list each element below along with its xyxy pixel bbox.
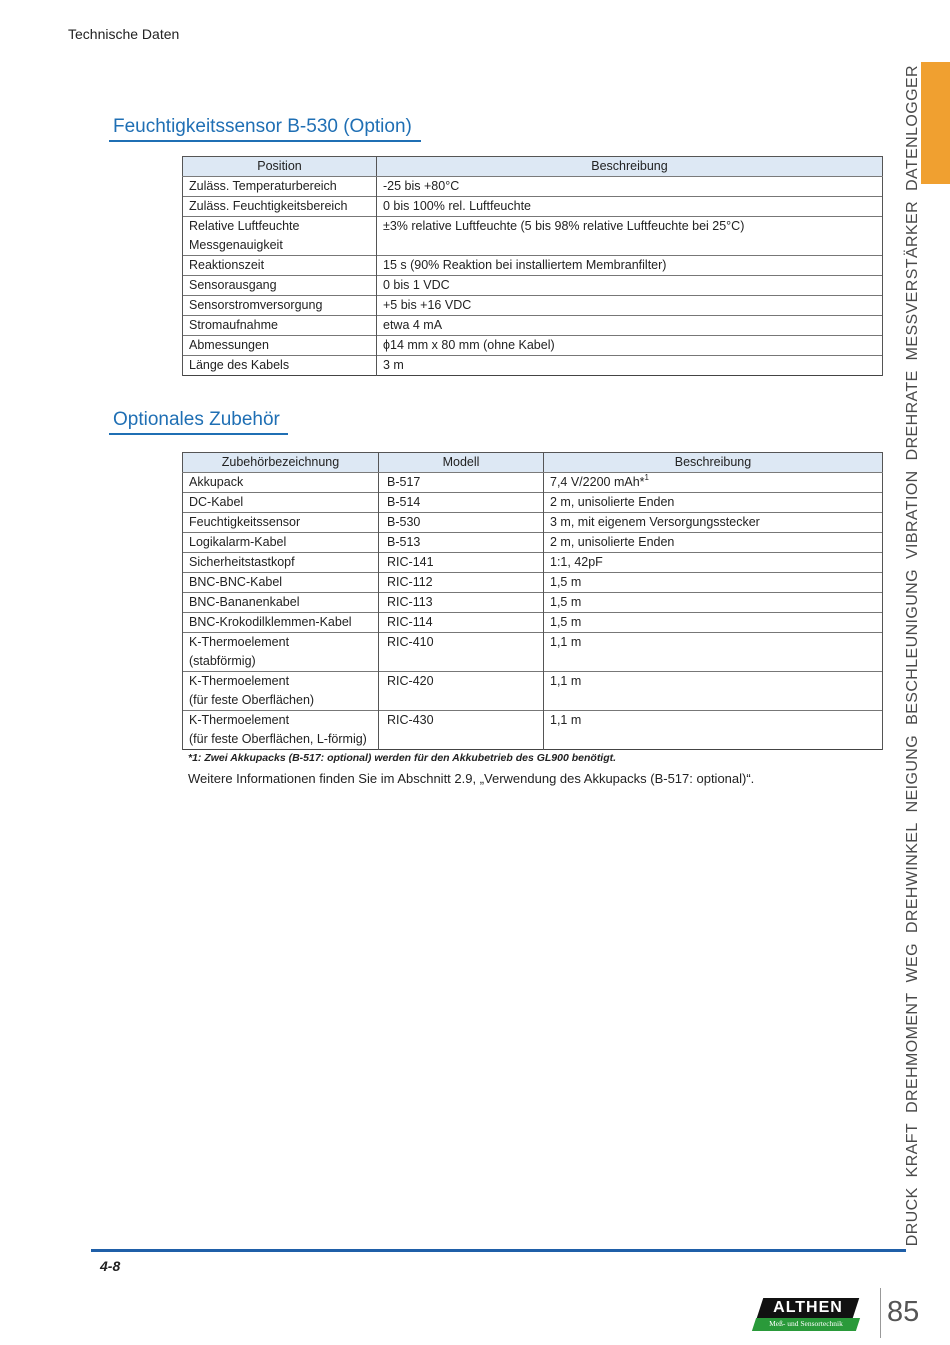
- cell-description: 1,1 m: [544, 711, 883, 750]
- table-row: [183, 296, 883, 316]
- sidebar-item-messverstaerker[interactable]: MESSVERSTÄRKER: [904, 200, 921, 361]
- cell-position: Zuläss. Temperaturbereich: [183, 177, 377, 197]
- sidebar-item-drehrate[interactable]: DREHRATE: [904, 370, 921, 461]
- sidebar-item-druck[interactable]: DRUCK: [904, 1187, 921, 1247]
- table-row: [183, 672, 883, 711]
- table-row: [183, 711, 883, 750]
- sidebar-active-tab-marker: [921, 62, 950, 184]
- table-row: [183, 316, 883, 336]
- sidebar-item-weg[interactable]: WEG: [904, 943, 921, 983]
- sidebar-item-drehmoment[interactable]: DREHMOMENT: [904, 992, 921, 1113]
- cell-description: 1,5 m: [544, 593, 883, 613]
- table-row: [183, 493, 883, 513]
- cell-position: Stromaufnahme: [183, 316, 377, 336]
- cell-description: 1,5 m: [544, 573, 883, 593]
- cell-position: Reaktionszeit: [183, 256, 377, 276]
- cell-description: 2 m, unisolierte Enden: [544, 533, 883, 553]
- cell-description: 3 m, mit eigenem Versorgungsstecker: [544, 513, 883, 533]
- cell-line: (für feste Oberflächen): [189, 693, 315, 707]
- cell-name: [183, 633, 379, 672]
- sidebar-item-datenlogger[interactable]: DATENLOGGER: [904, 65, 921, 191]
- table-row: [183, 513, 883, 533]
- section-page-label: 4-8: [100, 1258, 121, 1274]
- logo-wordmark: ALTHEN: [773, 1299, 843, 1316]
- cell-model: RIC-141: [379, 553, 544, 573]
- sidebar-item-kraft[interactable]: KRAFT: [904, 1122, 921, 1178]
- cell-line: K-Thermoelement: [189, 674, 290, 688]
- table-row: [183, 256, 883, 276]
- table-row: [183, 633, 883, 672]
- cell-name: DC-Kabel: [183, 493, 379, 513]
- cell-description: etwa 4 mA: [377, 316, 883, 336]
- logo-tagline: Meß- und Sensortechnik: [769, 1319, 843, 1328]
- cell-description: 1:1, 42pF: [544, 553, 883, 573]
- sidebar-item-vibration[interactable]: VIBRATION: [904, 470, 921, 560]
- cell-description: -25 bis +80°C: [377, 177, 883, 197]
- column-header-accessory-name: Zubehörbezeichnung: [183, 453, 379, 473]
- cell-line: (für feste Oberflächen, L-förmig): [189, 732, 367, 746]
- table-row: [183, 533, 883, 553]
- table-row: [183, 473, 883, 493]
- table-row: [183, 336, 883, 356]
- section-title-accessories: Optionales Zubehör: [109, 409, 288, 435]
- cell-description: ±3% relative Luftfeuchte (5 bis 98% relative Luftfeuchte bei 25°C): [377, 217, 883, 256]
- humidity-sensor-spec-table: [182, 156, 883, 376]
- cell-model: RIC-113: [379, 593, 544, 613]
- page-number: 85: [887, 1296, 920, 1328]
- cell-description: 1,5 m: [544, 613, 883, 633]
- cell-model: B-514: [379, 493, 544, 513]
- table-row: [183, 573, 883, 593]
- column-header-position: Position: [183, 157, 377, 177]
- cell-name: [183, 672, 379, 711]
- cell-position: Abmessungen: [183, 336, 377, 356]
- table-row: [183, 613, 883, 633]
- cell-name: BNC-BNC-Kabel: [183, 573, 379, 593]
- cell-description: 1,1 m: [544, 672, 883, 711]
- cell-description: [544, 473, 883, 493]
- cell-model: RIC-430: [379, 711, 544, 750]
- cell-line: Messgenauigkeit: [189, 238, 283, 252]
- cell-name: Akkupack: [183, 473, 379, 493]
- cell-description: 2 m, unisolierte Enden: [544, 493, 883, 513]
- info-text: Weitere Informationen finden Sie im Abschnitt 2.9, „Verwendung des Akkupacks (B-517: optional)“.: [188, 771, 755, 786]
- cell-name: BNC-Krokodilklemmen-Kabel: [183, 613, 379, 633]
- cell-line: (stabförmig): [189, 654, 256, 668]
- cell-description: 1,1 m: [544, 633, 883, 672]
- table-row: [183, 593, 883, 613]
- sidebar-item-beschleunigung[interactable]: BESCHLEUNIGUNG: [904, 569, 921, 725]
- cell-position: Sensorstromversorgung: [183, 296, 377, 316]
- column-header-description: Beschreibung: [377, 157, 883, 177]
- cell-model: B-530: [379, 513, 544, 533]
- cell-name: BNC-Bananenkabel: [183, 593, 379, 613]
- cell-description: 0 bis 1 VDC: [377, 276, 883, 296]
- cell-model: B-517: [379, 473, 544, 493]
- cell-description: +5 bis +16 VDC: [377, 296, 883, 316]
- cell-description: 15 s (90% Reaktion bei installiertem Membranfilter): [377, 256, 883, 276]
- cell-name: Sicherheitstastkopf: [183, 553, 379, 573]
- footer-rule: [91, 1249, 906, 1252]
- sidebar-item-drehwinkel[interactable]: DREHWINKEL: [904, 822, 921, 934]
- footer-divider: [880, 1288, 881, 1338]
- table-row: [183, 356, 883, 376]
- table-row: [183, 197, 883, 217]
- cell-position: [183, 217, 377, 256]
- cell-description: 3 m: [377, 356, 883, 376]
- cell-model: RIC-114: [379, 613, 544, 633]
- table-row: [183, 177, 883, 197]
- cell-model: B-513: [379, 533, 544, 553]
- cell-description-text: 7,4 V/2200 mAh*: [550, 475, 645, 489]
- accessories-table: [182, 452, 883, 750]
- cell-model: RIC-112: [379, 573, 544, 593]
- footnote: *1: Zwei Akkupacks (B-517: optional) werden für den Akkubetrieb des GL900 benötigt.: [188, 752, 617, 764]
- cell-position: Länge des Kabels: [183, 356, 377, 376]
- althen-logo: [752, 1298, 864, 1334]
- category-sidebar: [904, 62, 922, 1247]
- running-header: Technische Daten: [68, 26, 180, 42]
- column-header-model: Modell: [379, 453, 544, 473]
- table-row: [183, 276, 883, 296]
- cell-description: ϕ14 mm x 80 mm (ohne Kabel): [377, 336, 883, 356]
- cell-position: Zuläss. Feuchtigkeitsbereich: [183, 197, 377, 217]
- sidebar-item-neigung[interactable]: NEIGUNG: [904, 734, 921, 813]
- column-header-description: Beschreibung: [544, 453, 883, 473]
- cell-position: Sensorausgang: [183, 276, 377, 296]
- cell-name: Feuchtigkeitssensor: [183, 513, 379, 533]
- table-row: [183, 553, 883, 573]
- section-title-humidity-sensor: Feuchtigkeitssensor B-530 (Option): [109, 116, 421, 142]
- cell-line: K-Thermoelement: [189, 635, 290, 649]
- cell-name: Logikalarm-Kabel: [183, 533, 379, 553]
- footnote-ref: 1: [644, 473, 649, 482]
- category-sidebar-text: [904, 62, 922, 1247]
- cell-description: 0 bis 100% rel. Luftfeuchte: [377, 197, 883, 217]
- cell-line: Relative Luftfeuchte: [189, 219, 300, 233]
- cell-name: [183, 711, 379, 750]
- cell-model: RIC-420: [379, 672, 544, 711]
- cell-model: RIC-410: [379, 633, 544, 672]
- table-row: [183, 217, 883, 256]
- cell-line: K-Thermoelement: [189, 713, 290, 727]
